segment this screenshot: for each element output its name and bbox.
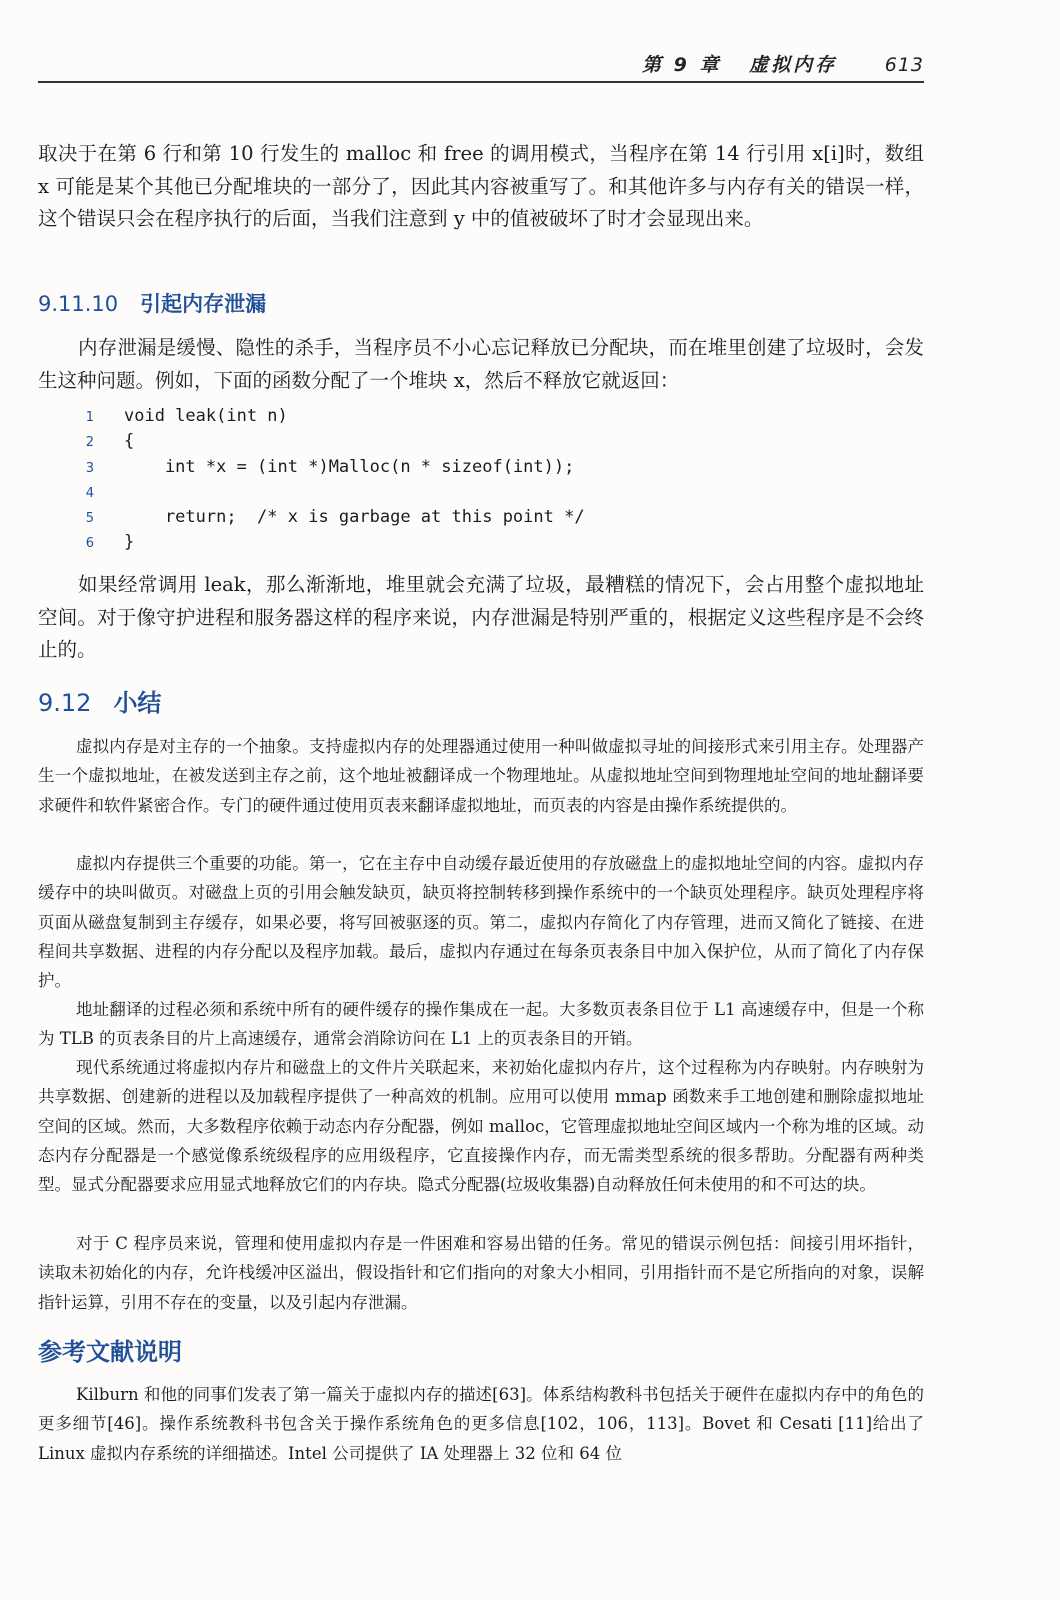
line-number: 5: [85, 511, 94, 527]
section-heading-9-12: [38, 686, 161, 720]
code-line: [78, 480, 924, 505]
chapter-label: 第 9 章: [642, 54, 722, 76]
line-number: 2: [85, 435, 94, 451]
chapter-title: 虚拟内存: [749, 54, 838, 76]
summary-paragraph: 对于 C 程序员来说，管理和使用虚拟内存是一件困难和容易出错的任务。常见的错误示例包括：间接引用坏指针，读取未初始化的内存，允许栈缓冲区溢出，假设指针和它们指向的对象大小相同，引用指针而不是它所指向的对象，误解指针运算，引用不存在的变量，以及引起内存泄漏。: [38, 1234, 924, 1312]
section-title: 引起内存泄漏: [140, 292, 267, 316]
running-header: [38, 50, 924, 76]
memory-leak-paragraph: 内存泄漏是缓慢、隐性的杀手，当程序员不小心忘记释放已分配块，而在堆里创建了垃圾时，会发生这种问题。例如，下面的函数分配了一个堆块 x，然后不释放它就返回：: [38, 336, 924, 392]
section-number: 9.11.10: [38, 292, 119, 316]
code-line: [78, 505, 924, 530]
code-listing: [78, 404, 924, 556]
summary-paragraph: 地址翻译的过程必须和系统中所有的硬件缓存的操作集成在一起。大多数页表条目位于 L1 高速缓存中，但是一个称为 TLB 的页表条目的片上高速缓存，通常会消除访问在 L1 上的页表条目的开销。: [38, 1000, 924, 1049]
summary-paragraph: 现代系统通过将虚拟内存片和磁盘上的文件片关联起来，来初始化虚拟内存片，这个过程称为内存映射。内存映射为共享数据、创建新的进程以及加载程序提供了一种高效的机制。应用可以使用 mmap 函数来手工地创建和删除虚拟地址空间的区域。然而，大多数程序依赖于动态内存分配器，例如 malloc，它管理虚拟地址空间区域内一个称为堆的区域。动态内存分配器是一个感觉像系统级程序的应用级程序，它直接操作内存，而无需类型系统的很多帮助。分配器有两种类型。显式分配器要求应用显式地释放它们的内存块。隐式分配器(垃圾收集器)自动释放任何未使用的和不可达的块。: [38, 1058, 924, 1195]
header-rule: [38, 81, 924, 83]
line-number: 3: [85, 460, 94, 476]
summary-paragraph: 虚拟内存是对主存的一个抽象。支持虚拟内存的处理器通过使用一种叫做虚拟寻址的间接形式来引用主存。处理器产生一个虚拟地址，在被发送到主存之前，这个地址被翻译成一个物理地址。从虚拟地址空间到物理地址空间的地址翻译要求硬件和软件紧密合作。专门的硬件通过使用页表来翻译虚拟地址，而页表的内容是由操作系统提供的。: [38, 737, 924, 815]
bibliography-heading: 参考文献说明: [38, 1338, 182, 1366]
code-text: {: [124, 431, 135, 452]
page-number: 613: [884, 54, 924, 76]
line-number: 6: [85, 536, 94, 552]
section-title: 小结: [113, 689, 162, 717]
bibliography-paragraph: Kilburn 和他的同事们发表了第一篇关于虚拟内存的描述[63]。体系结构教科书包括关于硬件在虚拟内存中的角色的更多细节[46]。操作系统教科书包含关于操作系统角色的更多信息[102，106，113]。Bovet 和 Cesati [11]给出了 Linux 虚拟内存系统的详细描述。Intel 公司提供了 IA 处理器上 32 位和 64 位: [38, 1385, 924, 1463]
section-heading-9-11-10: [38, 289, 266, 319]
code-line: [78, 404, 924, 429]
code-text: int *x = (int *)Malloc(n * sizeof(int));: [124, 456, 575, 477]
summary-paragraph: 虚拟内存提供三个重要的功能。第一，它在主存中自动缓存最近使用的存放磁盘上的虚拟地址空间的内容。虚拟内存缓存中的块叫做页。对磁盘上页的引用会触发缺页，缺页将控制转移到操作系统中的一个缺页处理程序。缺页处理程序将页面从磁盘复制到主存缓存，如果必要，将写回被驱逐的页。第二，虚拟内存简化了内存管理，进而又简化了链接、在进程间共享数据、进程的内存分配以及程序加载。最后，虚拟内存通过在每条页表条目中加入保护位，从而了简化了内存保护。: [38, 854, 924, 991]
line-number: 1: [85, 410, 94, 425]
intro-paragraph: 取决于在第 6 行和第 10 行发生的 malloc 和 free 的调用模式，当程序在第 14 行引用 x[i]时，数组 x 可能是某个其他已分配堆块的一部分了，因此其内容被重写了。和其他许多与内存有关的错误一样，这个错误只会在程序执行的后面，当我们注意到 y 中的值被破坏了时才会显现出来。: [38, 142, 924, 230]
code-text: return; /* x is garbage at this point */: [124, 507, 585, 528]
line-number: 4: [85, 485, 94, 501]
leak-consequence-paragraph: 如果经常调用 leak，那么渐渐地，堆里就会充满了垃圾，最糟糕的情况下，会占用整个虚拟地址空间。对于像守护进程和服务器这样的程序来说，内存泄漏是特别严重的，根据定义这些程序是不会终止的。: [38, 573, 924, 661]
code-line: [78, 455, 924, 480]
code-line: [78, 429, 924, 454]
code-text: }: [124, 532, 135, 553]
code-line: [78, 530, 924, 555]
code-text: void leak(int n): [124, 406, 288, 426]
section-number: 9.12: [38, 689, 92, 717]
